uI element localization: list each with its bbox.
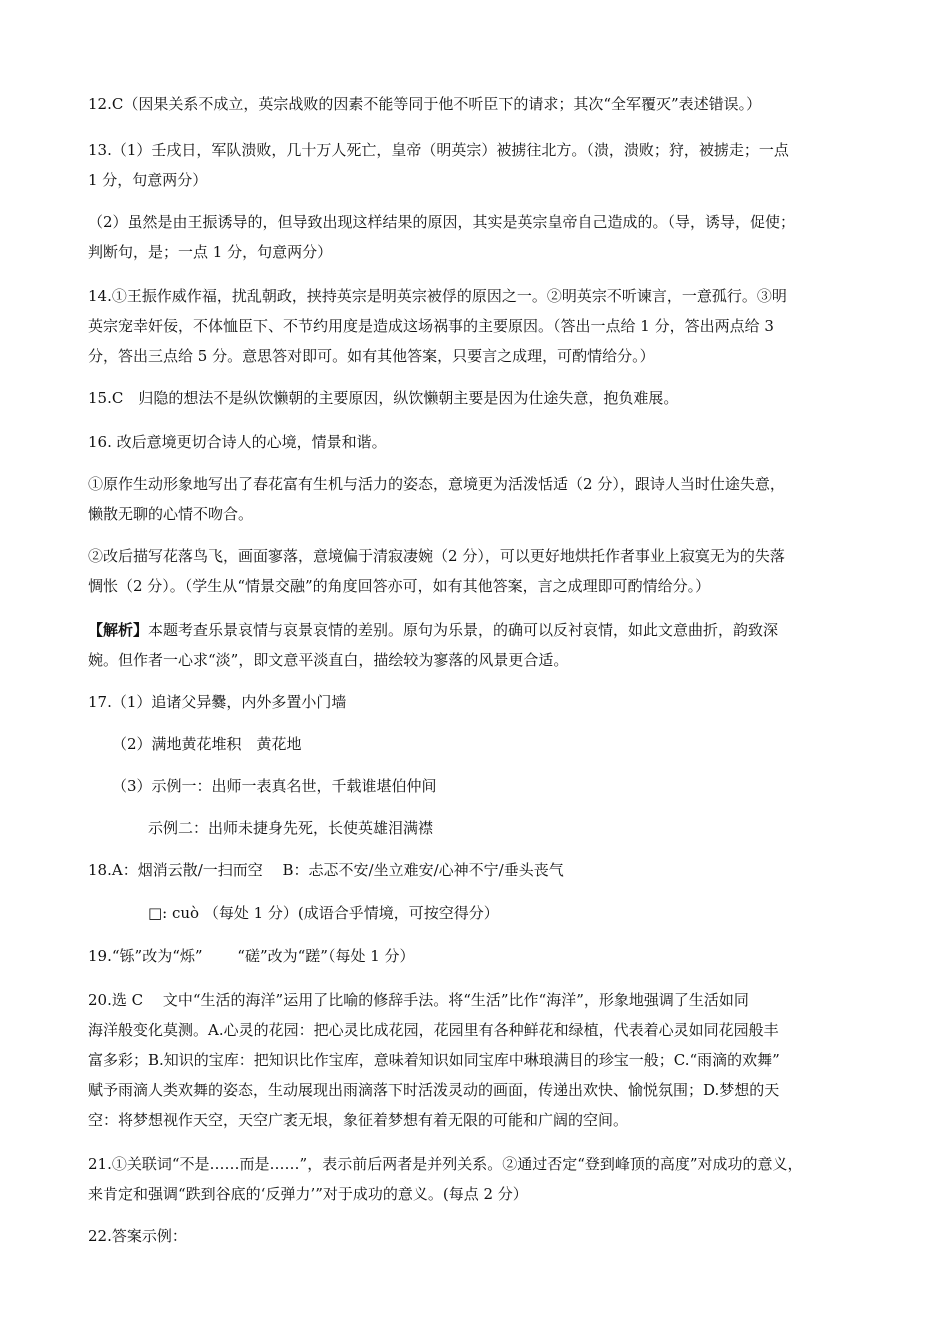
answer-18-line-1: 18.A：烟消云散/一扫而空 B：忐忑不安/坐立难安/心神不宁/垂头丧气 bbox=[88, 861, 564, 879]
answer-14-line-1: 14.①王振作威作福，扰乱朝政，挟持英宗是明英宗被俘的原因之一。②明英宗不听谏言，一意孤行。③明 bbox=[88, 287, 787, 305]
answer-21-line-1: 21.①关联词“不是……而是……”，表示前后两者是并列关系。②通过否定“登到峰顶的高度”对成功的意义， bbox=[88, 1155, 803, 1173]
answer-22: 22.答案示例： bbox=[88, 1227, 187, 1245]
answer-17-line-3: （3）示例一：出师一表真名世，千载谁堪伯仲间 bbox=[112, 777, 437, 795]
answer-13-line-3: （2）虽然是由王振诱导的，但导致出现这样结果的原因，其实是英宗皇帝自己造成的。（导，诱导，促使； bbox=[88, 213, 796, 231]
answer-17-line-1: 17.（1）追诸父异爨，内外多置小门墙 bbox=[88, 693, 347, 711]
answer-20-line-5: 空：将梦想视作天空，天空广袤无垠，象征着梦想有着无限的可能和广阔的空间。 bbox=[88, 1111, 629, 1129]
analysis-line-2: 婉。但作者一心求“淡”，即文意平淡直白，描绘较为寥落的风景更合适。 bbox=[88, 651, 569, 669]
answer-14-line-3: 分，答出三点给 5 分。意思答对即可。如有其他答案，只要言之成理，可酌情给分。） bbox=[88, 347, 655, 365]
answer-16-line-5: 惆怅（2 分）。（学生从“情景交融”的角度回答亦可，如有其他答案，言之成理即可酌情给分。） bbox=[88, 577, 711, 595]
answer-16-line-2: ①原作生动形象地写出了春花富有生机与活力的姿态，意境更为活泼恬适（2 分），跟诗人当时仕途失意， bbox=[88, 475, 785, 493]
answer-17-line-2: （2）满地黄花堆积 黄花地 bbox=[112, 735, 302, 753]
answer-19: 19.“铄”改为“烁” “磋”改为“蹉”（每处 1 分） bbox=[88, 947, 415, 965]
answer-12: 12.C（因果关系不成立，英宗战败的因素不能等同于他不听臣下的请求；其次“全军覆灭”表述错误。） bbox=[88, 95, 762, 113]
analysis-text-1: 本题考查乐景哀情与哀景哀情的差别。原句为乐景，的确可以反衬哀情，如此文意曲折，韵致深 bbox=[148, 621, 779, 639]
answer-20-line-2: 海洋般变化莫测。A.心灵的花园：把心灵比成花园，花园里有各种鲜花和绿植，代表着心灵如同花园般丰 bbox=[88, 1021, 779, 1039]
answer-14-line-2: 英宗宠幸奸佞，不体恤臣下、不节约用度是造成这场祸事的主要原因。（答出一点给 1 分，答出两点给 3 bbox=[88, 317, 774, 335]
answer-18-line-2: □: cuò （每处 1 分）(成语合乎情境，可按空得分） bbox=[148, 904, 499, 922]
answer-15: 15.C 归隐的想法不是纵饮懒朝的主要原因，纵饮懒朝主要是因为仕途失意，抱负难展。 bbox=[88, 389, 679, 407]
answer-20-line-1: 20.选 C 文中“生活的海洋”运用了比喻的修辞手法。将“生活”比作“海洋”，形象地强调了生活如同 bbox=[88, 991, 749, 1009]
answer-13-line-4: 判断句，是；一点 1 分，句意两分） bbox=[88, 243, 333, 261]
analysis-line-1 bbox=[88, 620, 778, 640]
answer-20-line-3: 富多彩；B.知识的宝库：把知识比作宝库，意味着知识如同宝库中琳琅满目的珍宝一般；C.“雨滴的欢舞” bbox=[88, 1051, 780, 1069]
analysis-tag: 【解析】 bbox=[88, 621, 149, 639]
answer-13-line-2: 1 分，句意两分） bbox=[88, 171, 208, 189]
answer-17-line-4: 示例二：出师未捷身先死，长使英雄泪满襟 bbox=[148, 819, 434, 837]
answer-16-line-1: 16. 改后意境更切合诗人的心境，情景和谐。 bbox=[88, 433, 387, 451]
answer-13-line-1: 13.（1）壬戌日，军队溃败，几十万人死亡，皇帝（明英宗）被掳往北方。（溃，溃败；狩，被掳走；一点 bbox=[88, 141, 789, 159]
answer-20-line-4: 赋予雨滴人类欢舞的姿态，生动展现出雨滴落下时活泼灵动的画面，传递出欢快、愉悦氛围；D.梦想的天 bbox=[88, 1081, 780, 1099]
answer-16-line-3: 懒散无聊的心情不吻合。 bbox=[88, 505, 254, 523]
answer-21-line-2: 来肯定和强调“跌到谷底的‘反弹力’”对于成功的意义。(每点 2 分） bbox=[88, 1185, 528, 1203]
answer-16-line-4: ②改后描写花落鸟飞，画面寥落，意境偏于清寂凄婉（2 分），可以更好地烘托作者事业上寂寞无为的失落 bbox=[88, 547, 785, 565]
